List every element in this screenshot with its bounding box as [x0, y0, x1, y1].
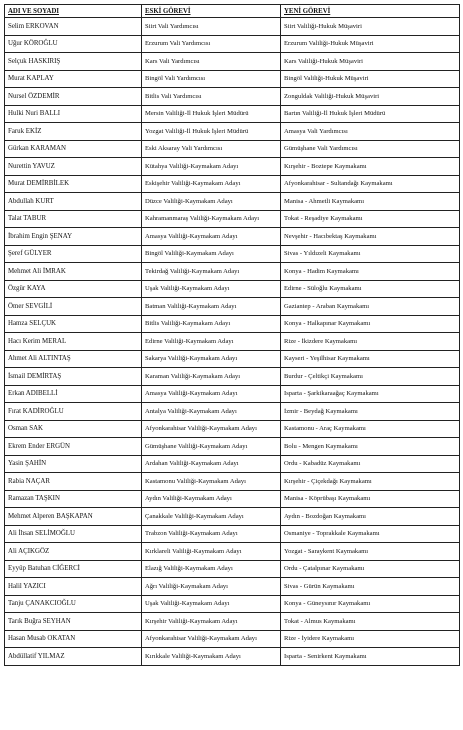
cell-old-duty: Kütahya Valiliği-Kaymakam Adayı [142, 158, 281, 176]
cell-old-duty: Kırıkkale Valiliği-Kaymakam Adayı [142, 648, 281, 666]
table-row [5, 560, 460, 578]
table-row [5, 543, 460, 561]
cell-name: Mehmet Alperen BAŞKAPAN [5, 508, 142, 526]
table-row [5, 473, 460, 491]
header-new-duty [281, 5, 460, 18]
table-row [5, 403, 460, 421]
table-row [5, 648, 460, 666]
cell-name: Selim ERKOVAN [5, 18, 142, 36]
cell-new-duty: Sivas - Yıldızeli Kaymakamı [281, 245, 460, 263]
cell-name: Fırat KADİROĞLU [5, 403, 142, 421]
header-name [5, 5, 142, 18]
cell-new-duty: Kırşehir - Çiçekdağı Kaymakamı [281, 473, 460, 491]
cell-new-duty: Ordu - Kabadüz Kaymakamı [281, 455, 460, 473]
cell-old-duty: Bitlis Vali Yardımcısı [142, 88, 281, 106]
cell-name: Uğur KÖROĞLU [5, 35, 142, 53]
table-row [5, 123, 460, 141]
header-row [5, 5, 460, 18]
cell-name: Osman SAK [5, 420, 142, 438]
table-row [5, 578, 460, 596]
cell-name: Faruk EKİZ [5, 123, 142, 141]
cell-old-duty: Bitlis Valiliği-Kaymakam Adayı [142, 315, 281, 333]
cell-new-duty: Kayseri - Yeşilhisar Kaymakamı [281, 350, 460, 368]
cell-new-duty: Rize - İkizdere Kaymakamı [281, 333, 460, 351]
table-row [5, 298, 460, 316]
cell-old-duty: Karaman Valiliği-Kaymakam Adayı [142, 368, 281, 386]
cell-old-duty: Gümüşhane Valiliği-Kaymakam Adayı [142, 438, 281, 456]
cell-old-duty: Eski Aksaray Vali Yardımcısı [142, 140, 281, 158]
header-old-duty [142, 5, 281, 18]
cell-new-duty: Isparta - Şarkikaraağaç Kaymakamı [281, 385, 460, 403]
cell-old-duty: Afyonkarahisar Valiliği-Kaymakam Adayı [142, 630, 281, 648]
cell-old-duty: Amasya Valiliği-Kaymakam Adayı [142, 385, 281, 403]
cell-old-duty: Kırşehir Valiliği-Kaymakam Adayı [142, 613, 281, 631]
table-row [5, 630, 460, 648]
cell-name: Hulki Nuri BALLI [5, 105, 142, 123]
cell-name: Özgür KAYA [5, 280, 142, 298]
cell-name: Abdüllatif YILMAZ [5, 648, 142, 666]
table-row [5, 438, 460, 456]
table-row [5, 158, 460, 176]
cell-old-duty: Kars Vali Yardımcısı [142, 53, 281, 71]
table-row [5, 368, 460, 386]
cell-new-duty: Manisa - Köprübaşı Kaymakamı [281, 490, 460, 508]
cell-old-duty: Edirne Valiliği-Kaymakam Adayı [142, 333, 281, 351]
table-row [5, 175, 460, 193]
cell-new-duty: Tokat - Reşadiye Kaymakamı [281, 210, 460, 228]
cell-name: Hasan Musab OKATAN [5, 630, 142, 648]
header-new-duty-label: YENİ GÖREVİ [284, 7, 331, 15]
cell-name: Abdullah KURT [5, 193, 142, 211]
cell-old-duty: Bingöl Vali Yardımcısı [142, 70, 281, 88]
cell-name: Tarık Buğra SEYHAN [5, 613, 142, 631]
cell-name: Ahmet Ali ALTINTAŞ [5, 350, 142, 368]
cell-new-duty: Afyonkarahisar - Sultandağı Kaymakamı [281, 175, 460, 193]
table-row [5, 420, 460, 438]
cell-name: Ömer SEVGİLİ [5, 298, 142, 316]
cell-new-duty: Konya - Halkapınar Kaymakamı [281, 315, 460, 333]
cell-name: Murat DEMİRBİLEK [5, 175, 142, 193]
cell-new-duty: Nevşehir - Hacıbektaş Kaymakamı [281, 228, 460, 246]
cell-new-duty: Bartın Valiliği-İl Hukuk İşleri Müdürü [281, 105, 460, 123]
cell-name: Ali İhsan SELİMOĞLU [5, 525, 142, 543]
cell-new-duty: Burdur - Çeltikçi Kaymakamı [281, 368, 460, 386]
table-row [5, 385, 460, 403]
cell-new-duty: Konya - Güneysınır Kaymakamı [281, 595, 460, 613]
cell-name: Ramazan TAŞKIN [5, 490, 142, 508]
table-row [5, 508, 460, 526]
cell-new-duty: Ordu - Çatalpınar Kaymakamı [281, 560, 460, 578]
cell-new-duty: Zonguldak Valiliği-Hukuk Müşaviri [281, 88, 460, 106]
cell-old-duty: Batman Valiliği-Kaymakam Adayı [142, 298, 281, 316]
table-row [5, 140, 460, 158]
cell-name: Hacı Kerim MERAL [5, 333, 142, 351]
header-name-label: ADI VE SOYADI [8, 7, 59, 15]
header-old-duty-label: ESKİ GÖREVİ [145, 7, 191, 15]
cell-new-duty: Gaziantep - Araban Kaymakamı [281, 298, 460, 316]
table-row [5, 53, 460, 71]
cell-new-duty: Gümüşhane Vali Yardımcısı [281, 140, 460, 158]
table-row [5, 105, 460, 123]
cell-old-duty: Uşak Valiliği-Kaymakam Adayı [142, 595, 281, 613]
table-header [5, 5, 460, 18]
cell-old-duty: Yozgat Valiliği-İl Hukuk İşleri Müdürü [142, 123, 281, 141]
table-row [5, 70, 460, 88]
document-page [4, 4, 459, 666]
cell-old-duty: Aydın Valiliği-Kaymakam Adayı [142, 490, 281, 508]
cell-new-duty: Kırşehir - Boztepe Kaymakamı [281, 158, 460, 176]
table-row [5, 350, 460, 368]
table-row [5, 18, 460, 36]
cell-name: Nursel ÖZDEMİR [5, 88, 142, 106]
cell-new-duty: Edirne - Süloğlu Kaymakamı [281, 280, 460, 298]
cell-name: Eyyüp Batuhan CİĞERCİ [5, 560, 142, 578]
table-row [5, 210, 460, 228]
table-row [5, 455, 460, 473]
table-row [5, 595, 460, 613]
cell-old-duty: Ardahan Valiliği-Kaymakam Adayı [142, 455, 281, 473]
cell-new-duty: Bolu - Mengen Kaymakamı [281, 438, 460, 456]
cell-old-duty: Elazığ Valiliği-Kaymakam Adayı [142, 560, 281, 578]
table-row [5, 263, 460, 281]
cell-old-duty: Antalya Valiliği-Kaymakam Adayı [142, 403, 281, 421]
cell-new-duty: Isparta - Senirkent Kaymakamı [281, 648, 460, 666]
cell-old-duty: Kastamonu Valiliği-Kaymakam Adayı [142, 473, 281, 491]
cell-name: Selçuk HASKIRIŞ [5, 53, 142, 71]
cell-old-duty: Bingöl Valiliği-Kaymakam Adayı [142, 245, 281, 263]
cell-name: Rabia NAÇAR [5, 473, 142, 491]
cell-new-duty: Bingöl Valiliği-Hukuk Müşaviri [281, 70, 460, 88]
table-row [5, 193, 460, 211]
cell-new-duty: Sivas - Gürün Kaymakamı [281, 578, 460, 596]
cell-new-duty: İzmir - Beydağ Kaymakamı [281, 403, 460, 421]
cell-new-duty: Tokat - Almus Kaymakamı [281, 613, 460, 631]
cell-name: Gürkan KARAMAN [5, 140, 142, 158]
cell-new-duty: Osmaniye - Toprakkale Kaymakamı [281, 525, 460, 543]
cell-old-duty: Çanakkale Valiliği-Kaymakam Adayı [142, 508, 281, 526]
cell-old-duty: Erzurum Vali Yardımcısı [142, 35, 281, 53]
cell-name: Mehmet Ali İMRAK [5, 263, 142, 281]
cell-name: Ekrem Ender ERGÜN [5, 438, 142, 456]
cell-old-duty: Eskişehir Valiliği-Kaymakam Adayı [142, 175, 281, 193]
cell-name: İsmail DEMİRTAŞ [5, 368, 142, 386]
cell-old-duty: Trabzon Valiliği-Kaymakam Adayı [142, 525, 281, 543]
cell-old-duty: Kırklareli Valiliği-Kaymakam Adayı [142, 543, 281, 561]
cell-name: Ali AÇIKGÖZ [5, 543, 142, 561]
cell-name: Şeref GÜLYER [5, 245, 142, 263]
cell-name: Yasin ŞAHİN [5, 455, 142, 473]
cell-name: Murat KAPLAY [5, 70, 142, 88]
cell-old-duty: Sakarya Valiliği-Kaymakam Adayı [142, 350, 281, 368]
cell-old-duty: Siirt Vali Yardımcısı [142, 18, 281, 36]
table-row [5, 613, 460, 631]
cell-old-duty: Afyonkarahisar Valiliği-Kaymakam Adayı [142, 420, 281, 438]
cell-name: Halil YAZICI [5, 578, 142, 596]
cell-name: Talat TABUR [5, 210, 142, 228]
table-row [5, 228, 460, 246]
table-row [5, 280, 460, 298]
cell-old-duty: Amasya Valiliği-Kaymakam Adayı [142, 228, 281, 246]
cell-old-duty: Tekirdağ Valiliği-Kaymakam Adayı [142, 263, 281, 281]
cell-name: Tanju ÇANAKCIOĞLU [5, 595, 142, 613]
cell-new-duty: Yozgat - Saraykent Kaymakamı [281, 543, 460, 561]
table-row [5, 490, 460, 508]
table-row [5, 245, 460, 263]
table-row [5, 35, 460, 53]
cell-old-duty: Mersin Valiliği-İl Hukuk İşleri Müdürü [142, 105, 281, 123]
cell-new-duty: Aydın - Bozdoğan Kaymakamı [281, 508, 460, 526]
cell-old-duty: Uşak Valiliği-Kaymakam Adayı [142, 280, 281, 298]
cell-new-duty: Kars Valiliği-Hukuk Müşaviri [281, 53, 460, 71]
table-row [5, 525, 460, 543]
table-row [5, 88, 460, 106]
table-row [5, 315, 460, 333]
table-body [5, 18, 460, 666]
cell-name: Nurettin YAVUZ [5, 158, 142, 176]
cell-new-duty: Siirt Valiliği-Hukuk Müşaviri [281, 18, 460, 36]
cell-old-duty: Kahramanmaraş Valiliği-Kaymakam Adayı [142, 210, 281, 228]
table-row [5, 333, 460, 351]
cell-new-duty: Amasya Vali Yardımcısı [281, 123, 460, 141]
cell-new-duty: Manisa - Ahmetli Kaymakamı [281, 193, 460, 211]
cell-new-duty: Kastamonu - Araç Kaymakamı [281, 420, 460, 438]
cell-old-duty: Düzce Valiliği-Kaymakam Adayı [142, 193, 281, 211]
cell-name: Hamza SELÇUK [5, 315, 142, 333]
cell-old-duty: Ağrı Valiliği-Kaymakam Adayı [142, 578, 281, 596]
cell-name: İbrahim Engin ŞENAY [5, 228, 142, 246]
cell-new-duty: Konya - Hadim Kaymakamı [281, 263, 460, 281]
cell-new-duty: Rize - İyidere Kaymakamı [281, 630, 460, 648]
cell-new-duty: Erzurum Valiliği-Hukuk Müşaviri [281, 35, 460, 53]
cell-name: Erkan ADIBELLİ [5, 385, 142, 403]
appointments-table [4, 4, 460, 666]
